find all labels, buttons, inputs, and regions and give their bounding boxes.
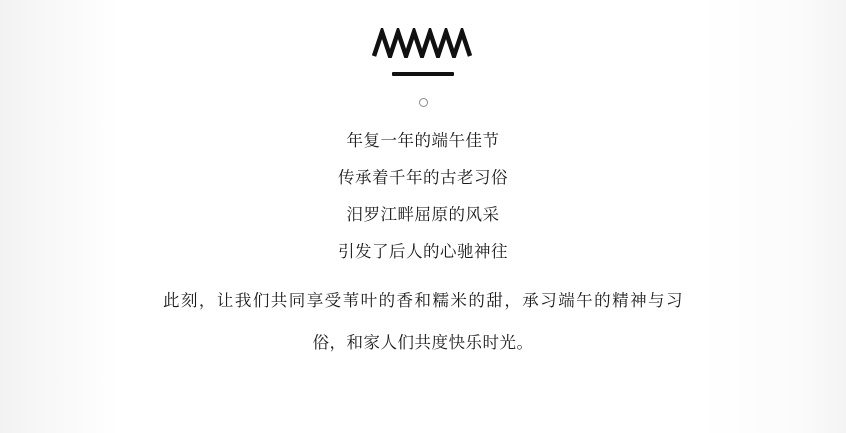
poem-block [0, 123, 846, 364]
poem-line: 年复一年的端午佳节 [346, 132, 500, 150]
header-ornament [372, 28, 474, 76]
poem-paragraph: 此刻，让我们共同享受苇叶的香和糯米的甜，承习端午的精神与习俗，和家人们共度快乐时光。 [163, 292, 683, 352]
circle-dot-icon [419, 98, 428, 107]
horizontal-rule-icon [392, 72, 454, 76]
zigzag-ornament-icon [372, 28, 474, 63]
poem-line: 引发了后人的心驰神往 [338, 243, 508, 261]
poem-line: 传承着千年的古老习俗 [338, 169, 508, 187]
poem-line: 汨罗江畔屈原的风采 [346, 206, 500, 224]
